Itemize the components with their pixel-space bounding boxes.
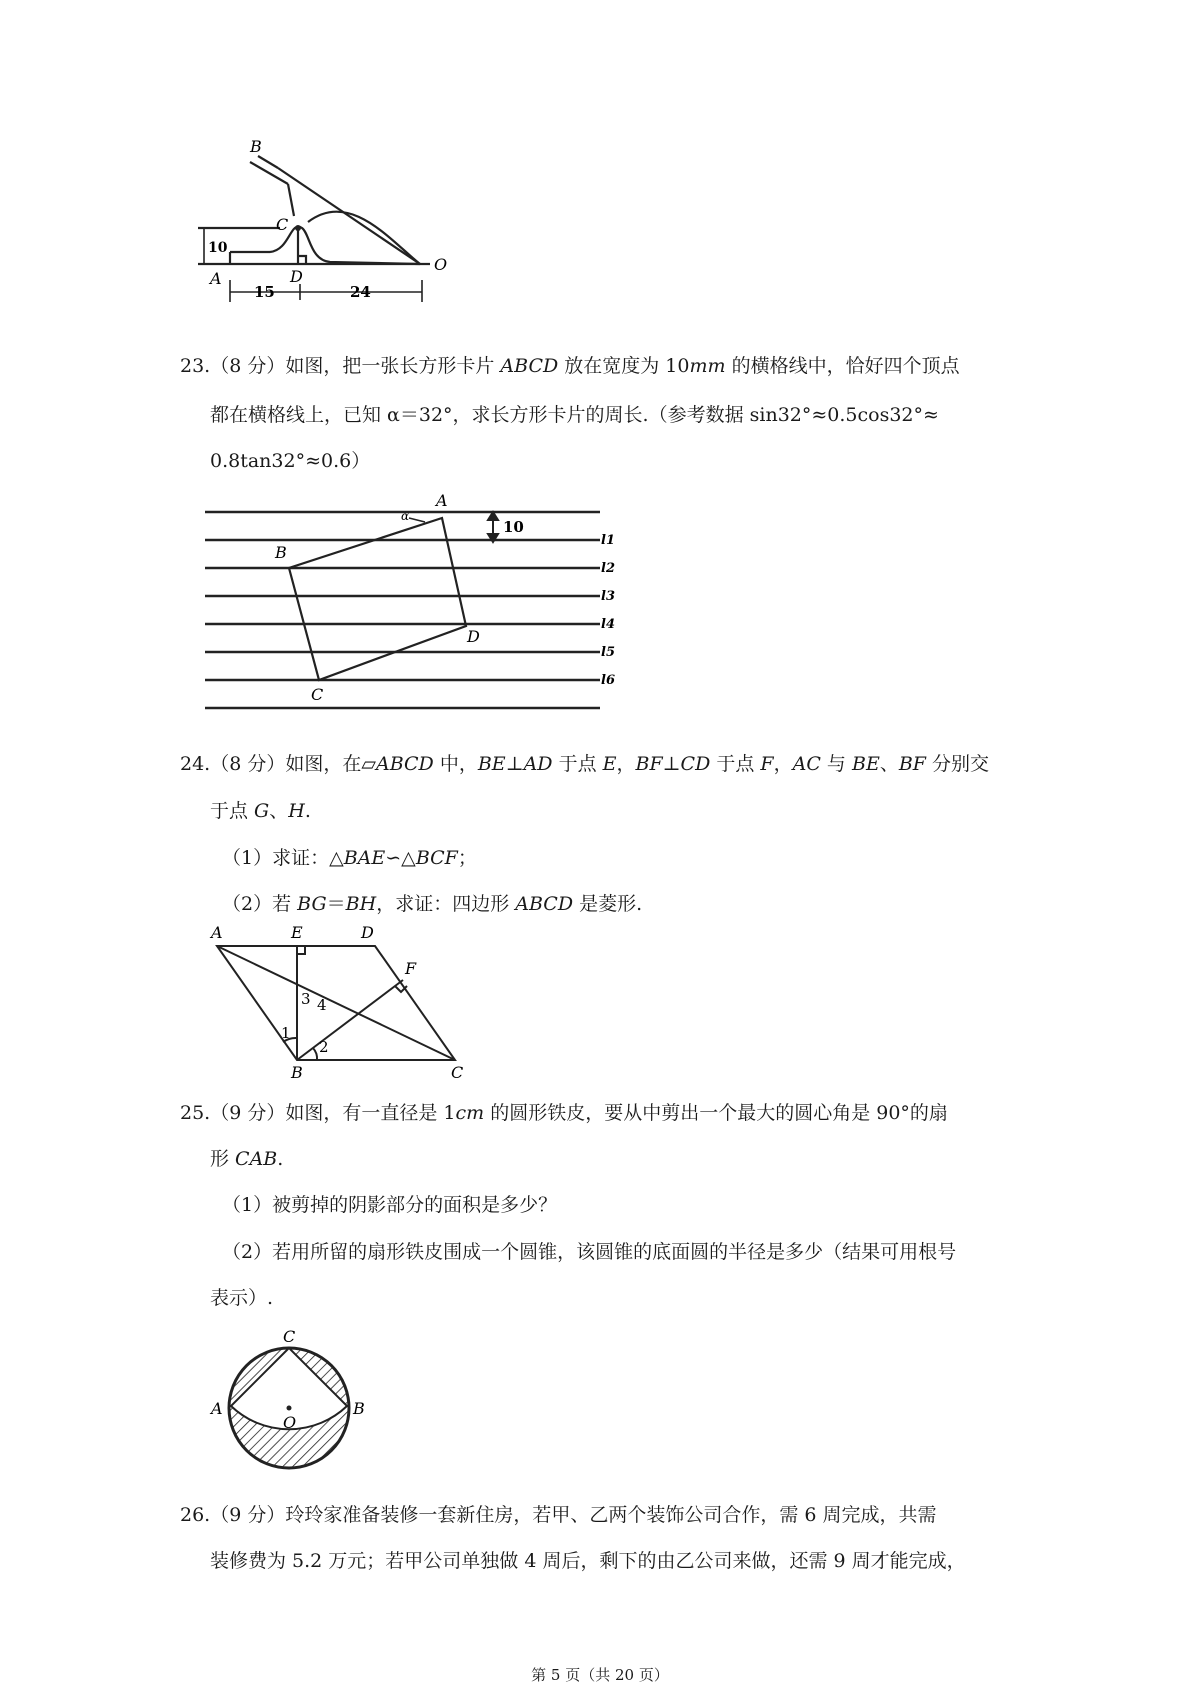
q25-line-1 <box>180 1101 1000 1125</box>
q24-text: （1）求证：△ <box>222 847 344 869</box>
q24-number: 24. <box>180 753 211 775</box>
q25-part-2: （2）若用所留的扇形铁皮围成一个圆锥，该圆锥的底面圆的半径是多少（结果可用根号 <box>222 1241 957 1263</box>
q24-text: G <box>254 800 270 822</box>
q24-line-1 <box>180 752 1000 776</box>
fig24-label-e: E <box>291 923 303 942</box>
q25-number: 25. <box>180 1102 211 1124</box>
q24-text: ∽△ <box>385 847 416 869</box>
q23-text: mm <box>689 355 726 377</box>
fig24-label-b: B <box>291 1063 303 1082</box>
q24-text: BF <box>898 753 926 775</box>
fig22-label-b: B <box>250 140 262 156</box>
figure-q22 <box>190 140 490 340</box>
q23-line-3: 0.8tan32°≈0.6） <box>210 450 371 472</box>
q24-text: ， <box>616 753 636 775</box>
fig22-label-c: C <box>276 215 289 234</box>
q24-text: （2）若 <box>222 893 298 915</box>
fig23-line-label-4: l4 <box>601 617 615 632</box>
q25-text: 如图，有一直径是 1 <box>285 1102 456 1124</box>
q23-text: 如图，把一张长方形卡片 <box>285 355 501 377</box>
fig24-label-f: F <box>405 959 417 978</box>
fig22-label-d: D <box>290 267 303 286</box>
q24-text: BF <box>635 753 663 775</box>
q23-text: 放在宽度为 10 <box>558 355 690 377</box>
q24-text: AD <box>523 753 553 775</box>
q24-text: BH <box>345 893 377 915</box>
fig25-label-c: C <box>283 1327 296 1346</box>
q24-text: 是菱形. <box>573 893 643 915</box>
q24-text: CD <box>680 753 711 775</box>
q25-text: 的圆形铁皮，要从中剪出一个最大的圆心角是 90°的扇 <box>484 1102 948 1124</box>
q24-text: ⊥ <box>662 753 681 775</box>
q24-text: E <box>602 753 617 775</box>
q24-text: ABCD <box>375 753 434 775</box>
q24-text: BG <box>297 893 327 915</box>
fig23-label-a: A <box>436 492 448 510</box>
fig24-angle-1: 1 <box>281 1024 291 1042</box>
fig22-dim-left: 15 <box>254 283 275 301</box>
q24-text: 分别交 <box>926 753 990 775</box>
q24-text: BE <box>851 753 880 775</box>
fig24-label-a: A <box>211 923 223 942</box>
fig23-line-label-6: l6 <box>601 673 615 688</box>
q24-text: 于点 <box>210 800 255 822</box>
q24-text: ⊥ <box>505 753 524 775</box>
q23-text: ABCD <box>500 355 559 377</box>
q24-text: 、 <box>269 800 289 822</box>
fig24-label-c: C <box>451 1063 464 1082</box>
fig24-label-d: D <box>361 923 374 942</box>
q26-text: 玲玲家准备装修一套新住房，若甲、乙两个装饰公司合作，需 6 周完成，共需 <box>285 1504 937 1526</box>
fig23-line-label-2: l2 <box>601 561 615 576</box>
q26-score: （9 分） <box>210 1504 286 1526</box>
q24-text: ＝ <box>326 893 346 915</box>
q24-score: （8 分） <box>210 753 286 775</box>
q24-text: ABCD <box>515 893 574 915</box>
q25-text: cm <box>455 1102 485 1124</box>
figure-q23 <box>205 492 645 722</box>
fig23-line-label-1: l1 <box>601 533 615 548</box>
q24-text: ， <box>773 753 793 775</box>
fig25-label-b: B <box>353 1399 365 1418</box>
q25-line-2 <box>210 1147 1030 1171</box>
fig23-label-b: B <box>275 543 287 562</box>
q26-line-2: 装修费为 5.2 万元；若甲公司单独做 4 周后，剩下的由乙公司来做，还需 9 周才能完成， <box>210 1550 966 1572</box>
q26-line-1 <box>180 1503 1000 1527</box>
q24-text: F <box>760 753 774 775</box>
figure-q24 <box>205 922 485 1082</box>
fig23-label-c: C <box>311 685 324 704</box>
fig25-label-o: O <box>283 1413 297 1432</box>
fig23-label-d: D <box>467 627 480 646</box>
figure-q25 <box>205 1326 375 1476</box>
fig23-gap-label: 10 <box>503 518 524 536</box>
q26-number: 26. <box>180 1504 211 1526</box>
q24-part-1 <box>222 846 477 870</box>
q24-text: 于点 <box>552 753 603 775</box>
q23-line-1 <box>180 354 1000 378</box>
q24-text: 与 <box>820 753 852 775</box>
q24-text: AC <box>792 753 821 775</box>
fig24-angle-4: 4 <box>317 996 327 1014</box>
q25-text: CAB <box>235 1148 278 1170</box>
q25-part-2-cont: 表示）. <box>210 1287 274 1309</box>
q24-line-2 <box>210 799 1030 823</box>
q24-text: BE <box>477 753 506 775</box>
fig23-label-alpha: α <box>401 509 410 523</box>
fig22-dim-height: 10 <box>208 240 228 256</box>
q25-text: 形 <box>210 1148 236 1170</box>
q25-part-1: （1）被剪掉的阴影部分的面积是多少？ <box>222 1194 558 1216</box>
fig24-angle-2: 2 <box>319 1038 329 1056</box>
q23-score: （8 分） <box>210 355 286 377</box>
fig22-dim-right: 24 <box>350 283 371 301</box>
q24-text: H <box>288 800 305 822</box>
fig23-line-label-3: l3 <box>601 589 615 604</box>
q24-text: 、 <box>879 753 899 775</box>
q24-text: BCF <box>415 847 458 869</box>
q24-text: 如图，在▱ <box>285 753 376 775</box>
q23-text: 的横格线中，恰好四个顶点 <box>725 355 960 377</box>
q23-number: 23. <box>180 355 211 377</box>
q24-text: ，求证：四边形 <box>376 893 516 915</box>
q24-text: 中， <box>433 753 478 775</box>
q25-text: . <box>277 1148 284 1170</box>
fig22-label-a: A <box>210 269 222 288</box>
fig22-label-o: O <box>434 255 448 274</box>
q24-text: 于点 <box>710 753 761 775</box>
q23-line-2: 都在横格线上，已知 α＝32°，求长方形卡片的周长.（参考数据 sin32°≈0.5cos32°≈ <box>210 404 939 426</box>
q25-score: （9 分） <box>210 1102 286 1124</box>
fig25-label-a: A <box>211 1399 223 1418</box>
q24-part-2 <box>222 892 642 916</box>
q24-text: BAE <box>343 847 386 869</box>
page-footer: 第 5 页（共 20 页） <box>531 1666 669 1684</box>
fig24-angle-3: 3 <box>301 990 311 1008</box>
fig23-line-label-5: l5 <box>601 645 615 660</box>
q24-text: . <box>304 800 311 822</box>
q24-text: ； <box>457 847 477 869</box>
